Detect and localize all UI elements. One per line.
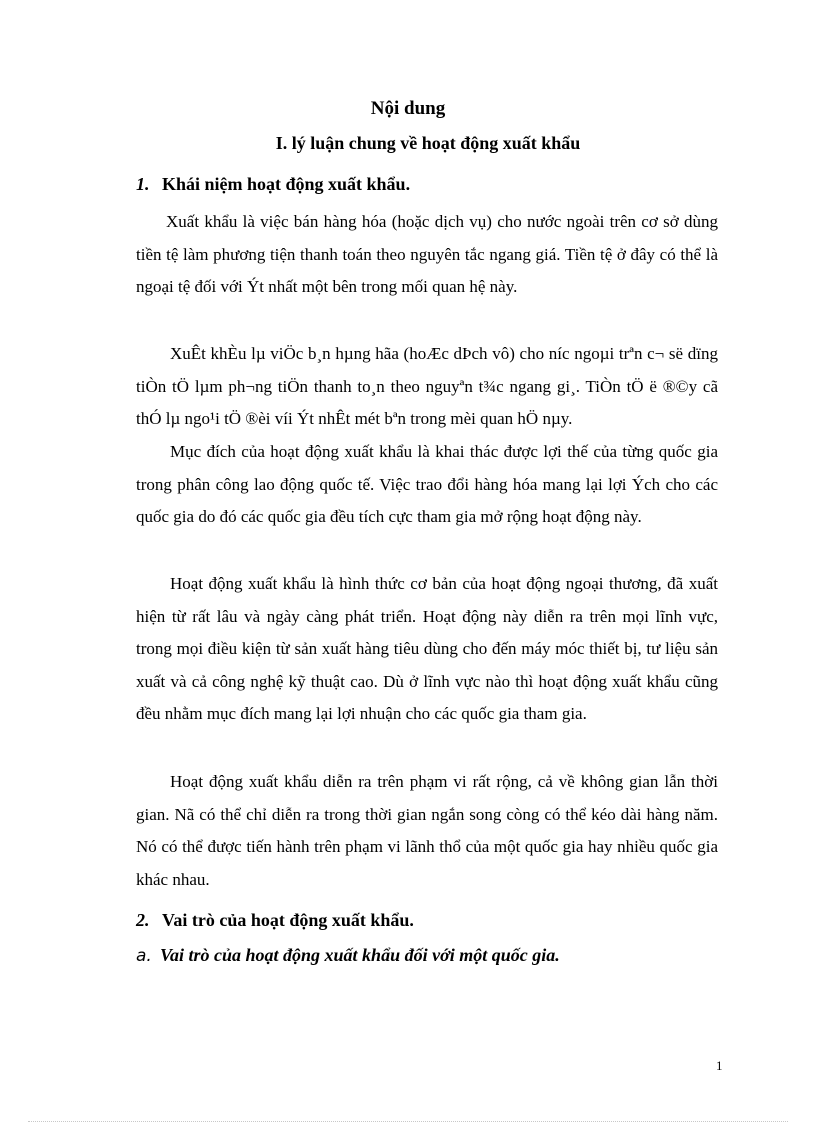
section-2-heading xyxy=(136,910,414,931)
page-number: 1 xyxy=(716,1058,723,1073)
section-2-number: 2. xyxy=(136,910,150,930)
paragraph-2-garbled: XuÊt khÈu lµ viÖc b¸n hµng hãa (hoÆc dÞch vô) cho níc ngoµi trªn c¬ së dïng tiÒn tÖ lµm ph¬ng tiÖn thanh to¸n theo nguyªn t¾c ngang gi¸. TiÒn tÖ ë ®©y cã thÓ lµ ngo¹i tÖ ®èi víi Ýt nhÊt mét bªn trong mèi quan hÖ nµy. xyxy=(136,344,718,429)
paragraph-4: Hoạt động xuất khẩu là hình thức cơ bản của hoạt động ngoại thương, đã xuất hiện từ rất lâu và ngày càng phát triển. Hoạt động này diễn ra trên mọi lĩnh vực, trong mọi điều kiện từ sản xuất hàng tiêu dùng cho đến máy móc thiết bị, tư liệu sản xuất và cả công nghệ kỹ thuật cao. Dù ở lĩnh vực nào thì hoạt động xuất khẩu cũng đều nhằm mục đích mang lại lợi nhuận cho các quốc gia tham gia. xyxy=(136,574,718,724)
section-2a-heading xyxy=(136,945,560,966)
chapter-heading: I. lý luận chung về hoạt động xuất khẩu xyxy=(275,133,581,153)
section-1-number: 1. xyxy=(136,174,150,194)
section-2a-title: Vai trò của hoạt động xuất khẩu đối với một quốc gia. xyxy=(160,945,560,965)
paragraph-1: Xuất khẩu là việc bán hàng hóa (hoặc dịch vụ) cho nước ngoài trên cơ sở dùng tiền tệ làm phương tiện thanh toán theo nguyên tắc ngang giá. Tiền tệ ở đây có thể là ngoại tệ đối với Ýt nhất một bên trong mối quan hệ này. xyxy=(136,212,718,297)
page-title: Nội dung xyxy=(370,98,446,119)
section-1-heading xyxy=(136,174,410,195)
paragraph-3: Mục đích của hoạt động xuất khẩu là khai thác được lợi thế của từng quốc gia trong phân công lao động quốc tế. Việc trao đổi hàng hóa mang lại lợi Ých cho các quốc gia do đó các quốc gia đều tích cực tham gia mở rộng hoạt động này. xyxy=(136,442,718,527)
paragraph-5: Hoạt động xuất khẩu diễn ra trên phạm vi rất rộng, cả về không gian lẫn thời gian. Nã có thể chỉ diễn ra trong thời gian ngắn song còng có thể kéo dài hàng năm. Nó có thể được tiến hành trên phạm vi lãnh thổ của một quốc gia hay nhiều quốc gia khác nhau. xyxy=(136,772,718,889)
page-bottom-divider xyxy=(28,1121,788,1122)
section-1-title: Khái niệm hoạt động xuất khẩu. xyxy=(162,174,411,194)
section-2a-number: a. xyxy=(136,946,152,966)
section-2-title: Vai trò của hoạt động xuất khẩu. xyxy=(162,910,414,930)
